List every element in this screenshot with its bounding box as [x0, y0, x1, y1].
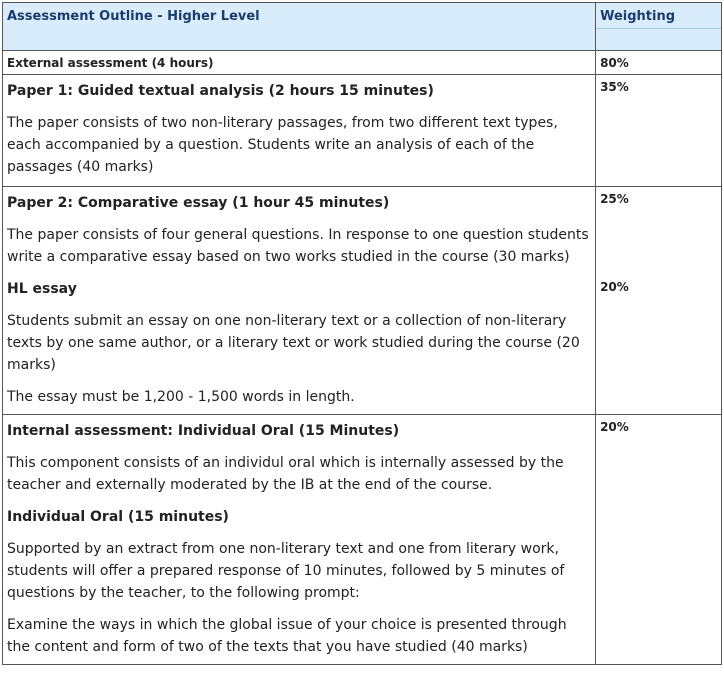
paper1-title: Paper 1: Guided textual analysis (2 hours 15 minutes) [7, 83, 434, 99]
internal-weight: 20% [596, 415, 722, 665]
header-row [3, 3, 722, 51]
internal-title: Internal assessment: Individual Oral (15 Minutes) [7, 423, 400, 439]
oral-prompt: Examine the ways in which the global issue of your choice is presented through the content and form of two of the texts that you have studied (40 marks) [7, 617, 567, 655]
table-title: Assessment Outline - Higher Level [3, 3, 596, 51]
external-assessment-weight: 80% [596, 51, 722, 75]
paper1-description: The paper consists of two non-literary passages, from two different text types, each accompanied by a question. Students write an analysis of each of the passages (40 marks) [7, 115, 558, 175]
hl-essay-note: The essay must be 1,200 - 1,500 words in length. [7, 389, 355, 405]
internal-description: This component consists of an individul oral which is internally assessed by the teacher and externally moderated by the IB at the end of the course. [7, 455, 564, 493]
paper2-weight-cell [596, 187, 722, 415]
paper1-row [3, 75, 722, 187]
weighting-label: Weighting [600, 9, 676, 24]
paper2-description: The paper consists of four general questions. In response to one question students write a comparative essay based on two works studied in the course (30 marks) [7, 227, 589, 265]
header-divider [596, 28, 721, 29]
paper1-cell [3, 75, 596, 187]
oral-description: Supported by an extract from one non-literary text and one from literary work, students will offer a prepared response of 10 minutes, followed by 5 minutes of questions by the teacher, to the following prompt: [7, 541, 565, 601]
paper1-weight: 35% [596, 75, 722, 187]
paper2-cell [3, 187, 596, 415]
external-assessment-row [3, 51, 722, 75]
internal-row [3, 415, 722, 665]
weighting-header [596, 3, 722, 51]
hl-essay-title: HL essay [7, 281, 77, 297]
external-assessment-label: External assessment (4 hours) [3, 51, 596, 75]
oral-title: Individual Oral (15 minutes) [7, 509, 229, 525]
hl-essay-description: Students submit an essay on one non-literary text or a collection of non-literary texts by one same author, or a literary text or work studied during the course (20 marks) [7, 313, 580, 373]
assessment-outline-table [2, 2, 722, 665]
paper2-title: Paper 2: Comparative essay (1 hour 45 minutes) [7, 195, 390, 211]
paper2-weight: 25% [600, 192, 629, 206]
internal-cell [3, 415, 596, 665]
hl-essay-weight: 20% [600, 280, 629, 294]
paper2-row [3, 187, 722, 415]
